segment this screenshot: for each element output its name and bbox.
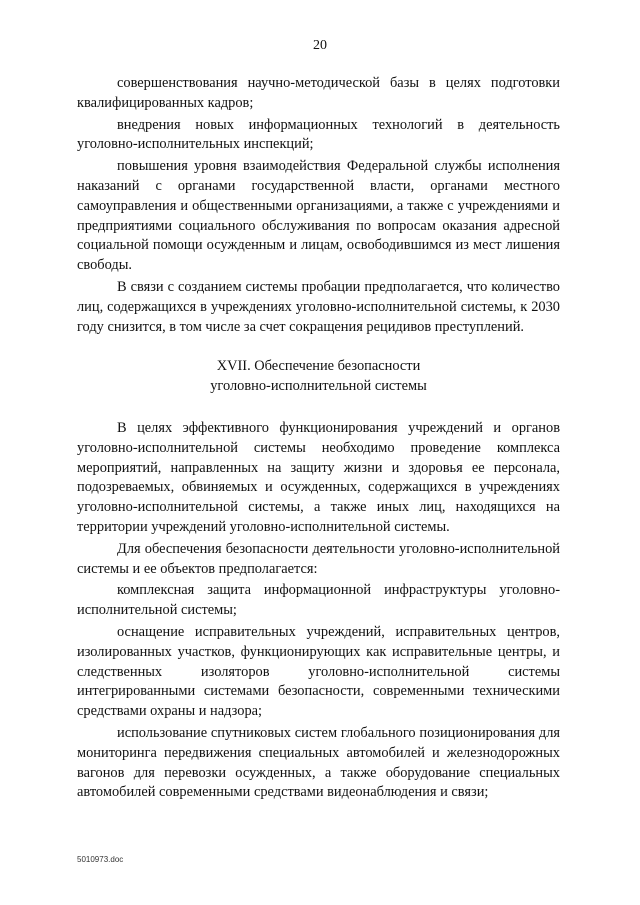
page-number: 20 — [313, 38, 327, 53]
paragraph: В связи с созданием системы пробации предполагается, что количество лиц, содержащихся в учреждениях уголовно-исполнительной системы, к 2030 году снизится, в том числе за счет сокращения рецидивов преступлений. — [77, 278, 560, 335]
paragraph: внедрения новых информационных технологий в деятельность уголовно-исполнительных инспекций; — [77, 116, 560, 153]
paragraph: В целях эффективного функционирования учреждений и органов уголовно-исполнительной системы необходимо проведение комплекса мероприятий, направленных на защиту жизни и здоровья ее персонала, подозреваемых, обвиняемых и осужденных, содержащихся в учреждениях уголовно-исполнительной системы, а также иных лиц, находящихся на территории учреждений уголовно-исполнительной системы. — [77, 419, 560, 535]
paragraph: использование спутниковых систем глобального позиционирования для мониторинга передвижения специальных автомобилей и железнодорожных вагонов для перевозки осужденных, а также оборудование специальных автомобилей современными средствами видеонаблюдения и связи; — [77, 724, 560, 801]
paragraph: совершенствования научно-методической базы в целях подготовки квалифицированных кадров; — [77, 75, 560, 111]
document-body — [77, 74, 560, 805]
section-heading-line: XVII. Обеспечение безопасности — [216, 358, 421, 375]
section-heading — [77, 357, 560, 397]
paragraph: оснащение исправительных учреждений, исправительных центров, изолированных участков, функционирующих как исправительные центры, и следственных изоляторов уголовно-исполнительной системы интегрированными системами безопасности, современными техническими средствами охраны и надзора; — [77, 623, 560, 720]
paragraph: Для обеспечения безопасности деятельности уголовно-исполнительной системы и ее объектов предполагается: — [77, 540, 560, 577]
paragraph: повышения уровня взаимодействия Федеральной службы исполнения наказаний с органами государственной власти, органами местного самоуправления и общественными организациями, а также с учреждениями и предприятиями социального обслуживания по вопросам оказания адресной социальной помощи осужденным и лицам, освободившимся из мест лишения свободы. — [77, 158, 560, 274]
file-name-footer: 5010973.doc — [77, 855, 124, 864]
paragraph: комплексная защита информационной инфраструктуры уголовно-исполнительной системы; — [77, 582, 560, 619]
section-heading-line: уголовно-исполнительной системы — [210, 378, 427, 395]
